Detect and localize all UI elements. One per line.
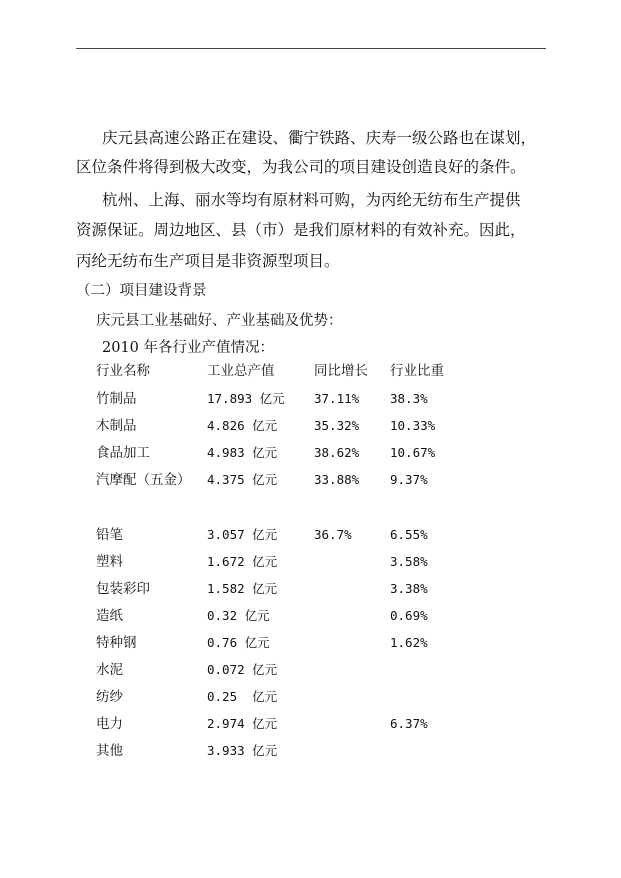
section-heading: （二）项目建设背景 — [76, 283, 207, 299]
table-row-value: 0.25 亿元 — [207, 689, 278, 704]
table-row-value: 4.983 亿元 — [207, 445, 278, 460]
table-row-growth: 36.7% — [314, 527, 352, 542]
table-row-growth: 38.62% — [314, 445, 360, 460]
table-row-name: 电力 — [96, 716, 123, 732]
table-row-share: 6.37% — [390, 716, 428, 731]
paragraph-2-line-1: 杭州、上海、丽水等均有原材料可购，为丙纶无纺布生产提供 — [102, 191, 521, 209]
table-row-name: 纺纱 — [96, 689, 123, 705]
table-row-name: 特种钢 — [96, 635, 137, 651]
table-row-growth: 33.88% — [314, 472, 360, 487]
table-row-share: 10.33% — [390, 418, 436, 433]
table-row-name: 铅笔 — [96, 527, 123, 543]
paragraph-3-line-2: 2010 年各行业产值情况： — [102, 340, 275, 356]
table-row-value: 4.375 亿元 — [207, 472, 278, 487]
table-row-share: 1.62% — [390, 635, 428, 650]
table-row-name: 水泥 — [96, 662, 123, 678]
table-row-name: 包装彩印 — [96, 581, 150, 597]
table-row-share: 6.55% — [390, 527, 428, 542]
table-row-value: 3.933 亿元 — [207, 743, 278, 758]
table-row-name: 食品加工 — [96, 445, 150, 461]
header-rule — [76, 48, 546, 49]
table-row-share: 0.69% — [390, 608, 428, 623]
table-header-share: 行业比重 — [390, 363, 444, 379]
table-row-growth: 37.11% — [314, 391, 360, 406]
table-row-value: 0.072 亿元 — [207, 662, 278, 677]
table-row-share: 10.67% — [390, 445, 436, 460]
table-row-share: 9.37% — [390, 472, 428, 487]
table-row-value: 0.32 亿元 — [207, 608, 270, 623]
table-header-growth: 同比增长 — [314, 363, 368, 379]
table-row-share: 3.38% — [390, 581, 428, 596]
table-row-share: 3.58% — [390, 554, 428, 569]
table-row-value: 2.974 亿元 — [207, 716, 278, 731]
table-row-value: 0.76 亿元 — [207, 635, 270, 650]
table-row-value: 1.672 亿元 — [207, 554, 278, 569]
table-row-name: 造纸 — [96, 608, 123, 624]
table-row-name: 汽摩配（五金） — [96, 472, 191, 488]
paragraph-3-line-1: 庆元县工业基础好、产业基础及优势： — [96, 313, 343, 329]
table-row-name: 木制品 — [96, 418, 137, 434]
table-row-value: 4.826 亿元 — [207, 418, 278, 433]
table-row-growth: 35.32% — [314, 418, 360, 433]
table-row-name: 塑料 — [96, 554, 123, 570]
table-row-name: 其他 — [96, 743, 123, 759]
table-row-value: 1.582 亿元 — [207, 581, 278, 596]
paragraph-2-line-2: 资源保证。周边地区、县（市）是我们原材料的有效补充。因此， — [76, 221, 526, 239]
paragraph-1-line-2: 区位条件将得到极大改变，为我公司的项目建设创造良好的条件。 — [76, 158, 526, 176]
paragraph-1-line-1: 庆元县高速公路正在建设、衢宁铁路、庆寿一级公路也在谋划， — [102, 129, 537, 147]
paragraph-2-line-3: 丙纶无纺布生产项目是非资源型项目。 — [76, 252, 340, 270]
table-row-value: 3.057 亿元 — [207, 527, 278, 542]
table-row-share: 38.3% — [390, 391, 428, 406]
table-header-name: 行业名称 — [96, 363, 150, 379]
table-row-name: 竹制品 — [96, 391, 137, 407]
table-row-value: 17.893 亿元 — [207, 391, 285, 406]
table-header-value: 工业总产值 — [207, 363, 275, 379]
